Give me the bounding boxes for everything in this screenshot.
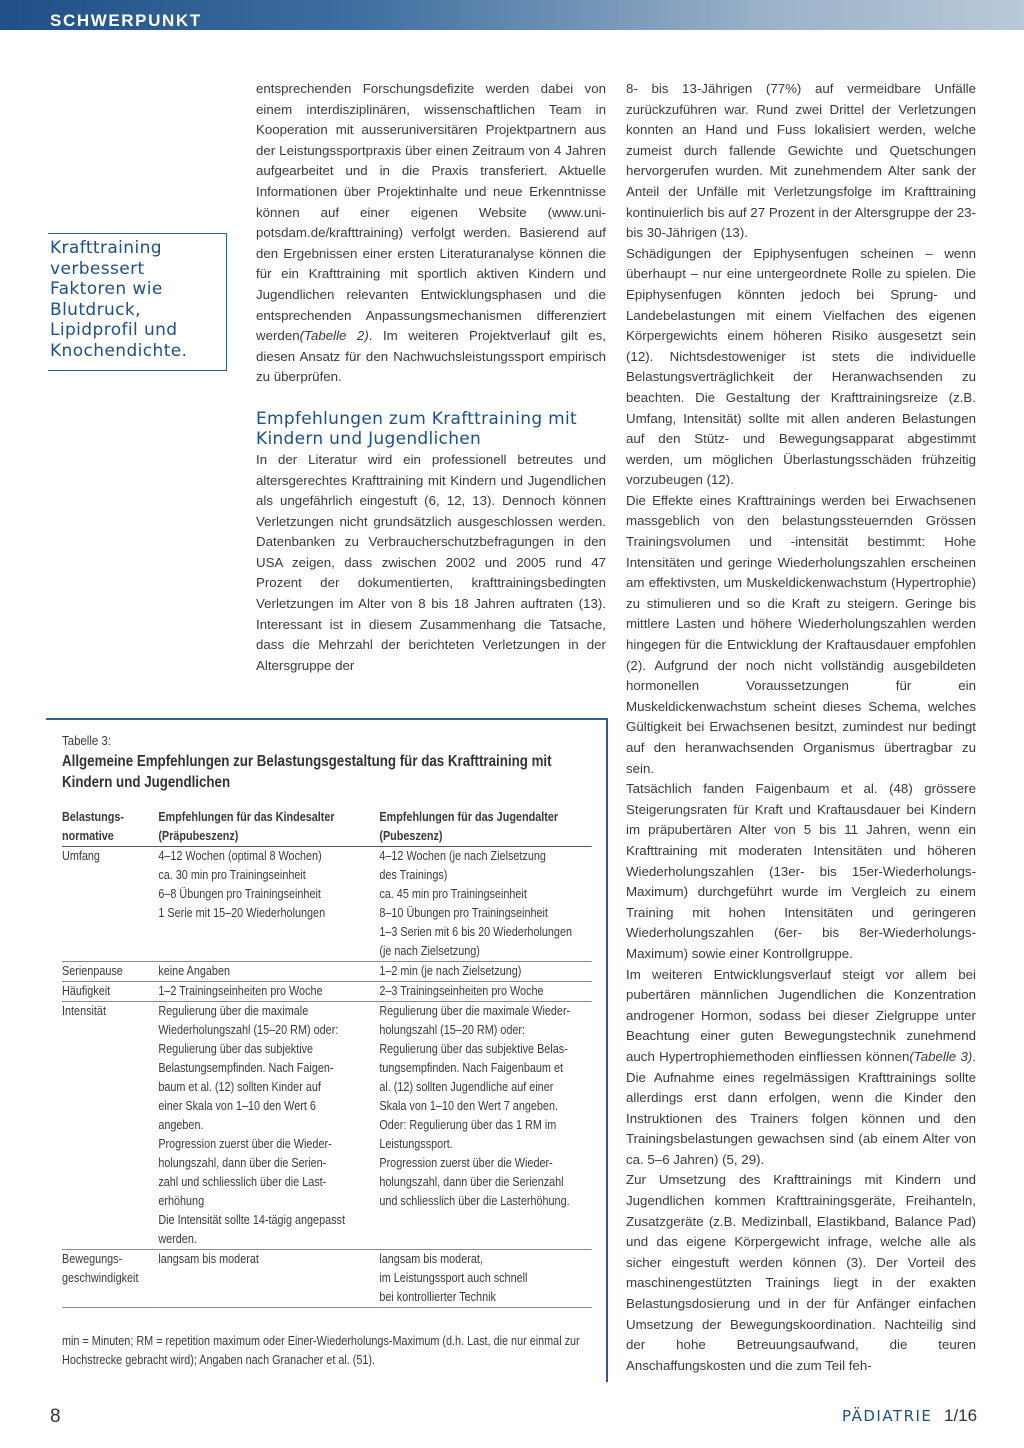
- paragraph: Tatsächlich fanden Faigenbaum et al. (48) grössere Steigerungsraten für Kraft und Kraftausdauer bei Kindern im präpubertären Alter von 5 bis 11 Jahren, wenn ein Krafttraining mit moderaten Intensitäten und höheren Wiederholungszahlen (13er- bis 15er-Wiederholungs-Maximum) durchgeführt wurde im Vergleich zu einem Training mit hohen Intensitäten und geringeren Wiederholungszahlen (6er- bis 8er-Wiederholungs-Maximum) sowie einer Kontrollgruppe.: [626, 781, 976, 961]
- cell-kids: 4–12 Wochen (optimal 8 Wochen) ca. 30 min pro Trainingseinheit 6–8 Übungen pro Trainingseinheit 1 Serie mit 15–20 Wiederholungen: [158, 849, 326, 920]
- cell-kids: keine Angaben: [158, 964, 230, 978]
- table-row: [62, 1250, 592, 1308]
- paragraph: Die Effekte eines Krafttrainings werden bei Erwachsenen massgeblich von den belastungssteuernden Grössen Trainingsvolumen und -intensität bestimmt: Hohe Intensitäten und geringe Wiederholungszahlen erscheinen am effektivsten, um Muskeldickenwachstum (Hypertrophie) zu stimulieren und so die Kraft zu steigern. Geringe bis mittlere Lasten und höhere Wiederholungszahlen werden hingegen für die Entwicklung der Kraftausdauer empfohlen (2). Aufgrund der noch nicht vollständig ausgebildeten hormonellen Voraussetzungen für ein Muskeldickenwachstum scheint dieses Schema, welches Gültigkeit bei Erwachsenen besitzt, zumindest nur bedingt auf den heranwachsenden Organismus übertragbar zu sein.: [626, 492, 976, 776]
- pull-quote-box: [48, 233, 227, 371]
- section-subheading: Empfehlungen zum Krafttraining mit Kindern und Jugendlichen: [256, 408, 577, 450]
- row-label: Serienpause: [62, 964, 123, 978]
- table-row: [62, 962, 592, 982]
- issue-number: 1/16: [944, 1406, 978, 1425]
- paragraph: [626, 965, 976, 1171]
- table-footnote: min = Minuten; RM = repetition maximum oder Einer-Wiederholungs-Maximum (d.h. Last, die nur einmal zur Hochstrecke gebracht wird); Angaben nach Granacher et al. (51).: [62, 1334, 580, 1367]
- paragraph-text: . Die Aufnahme eines regelmässigen Krafttrainings sollte allerdings erst dann erfolgen, wenn die Kinder den Instruktionen des Trainers folgen können und den Trainingsbelastungen gewachsen sind (ab einem Alter von ca. 5–6 Jahren) (5, 29).: [626, 1048, 976, 1167]
- table-box: [46, 718, 608, 1382]
- paragraph: Zur Umsetzung des Krafttrainings mit Kindern und Jugendlichen kommen Krafttrainingsgeräte, Freihanteln, Zusatzgeräte (z.B. Medizinball, Elastikband, Balance Pad) und das eigene Körpergewicht infrage, welche alle als sicher eingestuft werden können (3). Der Vorteil des maschinengestützten Trainings liegt in der exakten Belastungsdosierung und in der für Anfänger einfachen Umsetzung der Bewegungskoordination. Nachteilig sind der hohe Betreuungsaufwand, die teuren Anschaffungskosten und die zum Teil feh-: [626, 1172, 976, 1373]
- paragraph: 8- bis 13-Jährigen (77%) auf vermeidbare Unfälle zurückzuführen war. Rund zwei Drittel der Verletzungen konnten an Hand und Fuss lokalisiert werden, welche zumeist durch fallende Gewichte und Quetschungen hervorgerufen wurden. Mit zunehmendem Alter sank der Anteil der Unfälle mit Verletzungsfolge im Krafttraining kontinuierlich bis auf 27 Prozent in der Altersgruppe der 23- bis 30-Jährigen (13).: [626, 81, 976, 241]
- cell-kids: langsam bis moderat: [158, 1252, 259, 1266]
- pull-quote-text: Krafttraining verbessert Faktoren wie Blutdruck, Lipidprofil und Knochendichte.: [50, 238, 188, 361]
- text-column-middle: [256, 79, 606, 676]
- table-row: [62, 982, 592, 1002]
- column-header-teens: Empfehlungen für das Jugendalter (Pubeszenz): [379, 810, 559, 843]
- cell-kids: 1–2 Trainingseinheiten pro Woche: [158, 984, 323, 998]
- column-header-normative: Belastungs- normative: [62, 810, 124, 843]
- row-label: Häufigkeit: [62, 984, 111, 998]
- paragraph-text: entsprechenden Forschungsdefizite werden dabei von einem interdisziplinären, wissenschaftlichen Team in Kooperation mit ausseruniversitären Projektpartnern aus der Leistungssportpraxis über einen Zeitraum von 4 Jahren aufgearbeitet und in die Praxis transferiert. Aktuelle Informationen über Projektinhalte und neue Erkenntnisse können auf einer eigenen Website (www.uni-potsdam.de/krafttraining) verfolgt werden. Basierend auf den Ergebnissen einer ersten Literaturanalyse können die für ein Krafttraining mit sportlich aktiven Kindern und Jugendlichen relevanten Entwicklungsphasen und die entsprechenden Anpassungsmechanismen differenziert werden: [256, 81, 606, 344]
- column-header-kids: Empfehlungen für das Kindesalter (Präpubeszenz): [158, 810, 335, 843]
- table-reference: (Tabelle 3): [909, 1048, 973, 1064]
- table-title: Allgemeine Empfehlungen zur Belastungsgestaltung für das Krafttraining mit Kindern und Jugendlichen: [62, 753, 552, 791]
- row-label: Intensität: [62, 1004, 106, 1018]
- magazine-name: PÄDIATRIE: [842, 1407, 933, 1425]
- paragraph-text: . Im weiteren Projektverlauf gilt es, diesen Ansatz für den Nachwuchsleistungssport empirisch zu überprüfen.: [256, 328, 606, 385]
- table-reference: (Tabelle 2): [299, 328, 369, 344]
- page-number: 8: [50, 1406, 61, 1427]
- table-header-row: [62, 808, 592, 847]
- cell-teens: Regulierung über die maximale Wieder- holungszahl (15–20 RM) oder: Regulierung über das subjektive Belas- tungsempfinden. Nach Faigenbaum et al. (12) sollten Jugendliche auf einer Skala von 1–10 den Wert 7 angeben. Oder: Regulierung über das 1 RM im Leistungssport. Progression zuerst über die Wieder- holungszahl, dann über die Serienzahl und schliesslich über die Lasterhöhung.: [379, 1004, 571, 1208]
- cell-teens: 4–12 Wochen (je nach Zielsetzung des Trainings) ca. 45 min pro Trainingseinheit 8–10 Übungen pro Trainingseinheit 1–3 Serien mit 6 bis 20 Wiederholungen (je nach Zielsetzung): [379, 849, 573, 958]
- cell-teens: 2–3 Trainingseinheiten pro Woche: [379, 984, 544, 998]
- row-label: Umfang: [62, 849, 100, 863]
- paragraph: In der Literatur wird ein professionell betreutes und altersgerechtes Krafttraining mit Kindern und Jugendlichen als ungefährlich eingestuft (6, 12, 13). Dennoch können Verletzungen nicht grundsätzlich ausgeschlossen werden. Datenbanken zu Verbraucherschutzbefragungen in den USA zeigen, dass zwischen 2002 und 2005 rund 47 Prozent der dokumentierten, krafttrainingsbedingten Verletzungen im Alter von 8 bis 18 Jahren auftraten (13). Interessant ist in diesem Zusammenhang die Tatsache, dass die Mehrzahl der berichteten Verletzungen in der Altersgruppe der: [256, 451, 606, 673]
- paragraph: Schädigungen der Epiphysenfugen scheinen – wenn überhaupt – nur eine untergeordnete Rolle zu spielen. Die Epiphysenfugen könnten jedoch bei Sprung- und Landebelastungen mit einem Vielfachen des eigenen Körpergewichts einem höheren Risiko ausgesetzt sein (12). Nichtsdestoweniger ist stets die individuelle Belastungsverträglichkeit der Heranwachsenden zu beachten. Die Gestaltung der Krafttrainingsreize (z.B. Umfang, Intensität) sollte mit allen anderen Belastungen auf den Stütz- und Bewegungsapparat abgestimmt werden, um möglichen Überlastungsschäden frühzeitig vorzubeugen (12).: [626, 245, 976, 488]
- paragraph-text: Im weiteren Entwicklungsverlauf steigt vor allem bei pubertären männlichen Jugendlichen die Konzentration androgener Hormon, sodass bei dieser Zielgruppe unter Beachtung einer guten Bewegungstechnik zunehmend auch Hypertrophiemethoden einfliessen können: [626, 966, 976, 1064]
- cell-teens: 1–2 min (je nach Zielsetzung): [379, 964, 522, 978]
- table-row: [62, 1002, 592, 1250]
- recommendations-table: [62, 808, 592, 1308]
- cell-kids: Regulierung über die maximale Wiederholungszahl (15–20 RM) oder: Regulierung über das subjektive Belastungsempfinden. Nach Faigen- baum et al. (12) sollten Kinder auf einer Skala von 1–10 den Wert 6 angeben. Progression zuerst über die Wieder- holungszahl, dann über die Serien- zahl und schliesslich über die Last- erhöhung Die Intensität sollte 14-tägig angepasst werden.: [158, 1004, 345, 1246]
- row-label: Bewegungs- geschwindigkeit: [62, 1252, 139, 1285]
- table-row: [62, 847, 592, 962]
- table-caption: Tabelle 3:: [62, 733, 111, 748]
- text-column-right: [626, 79, 976, 1376]
- cell-teens: langsam bis moderat, im Leistungssport auch schnell bei kontrollierter Technik: [379, 1252, 528, 1304]
- paragraph: [256, 79, 606, 388]
- section-label: SCHWERPUNKT: [50, 11, 202, 30]
